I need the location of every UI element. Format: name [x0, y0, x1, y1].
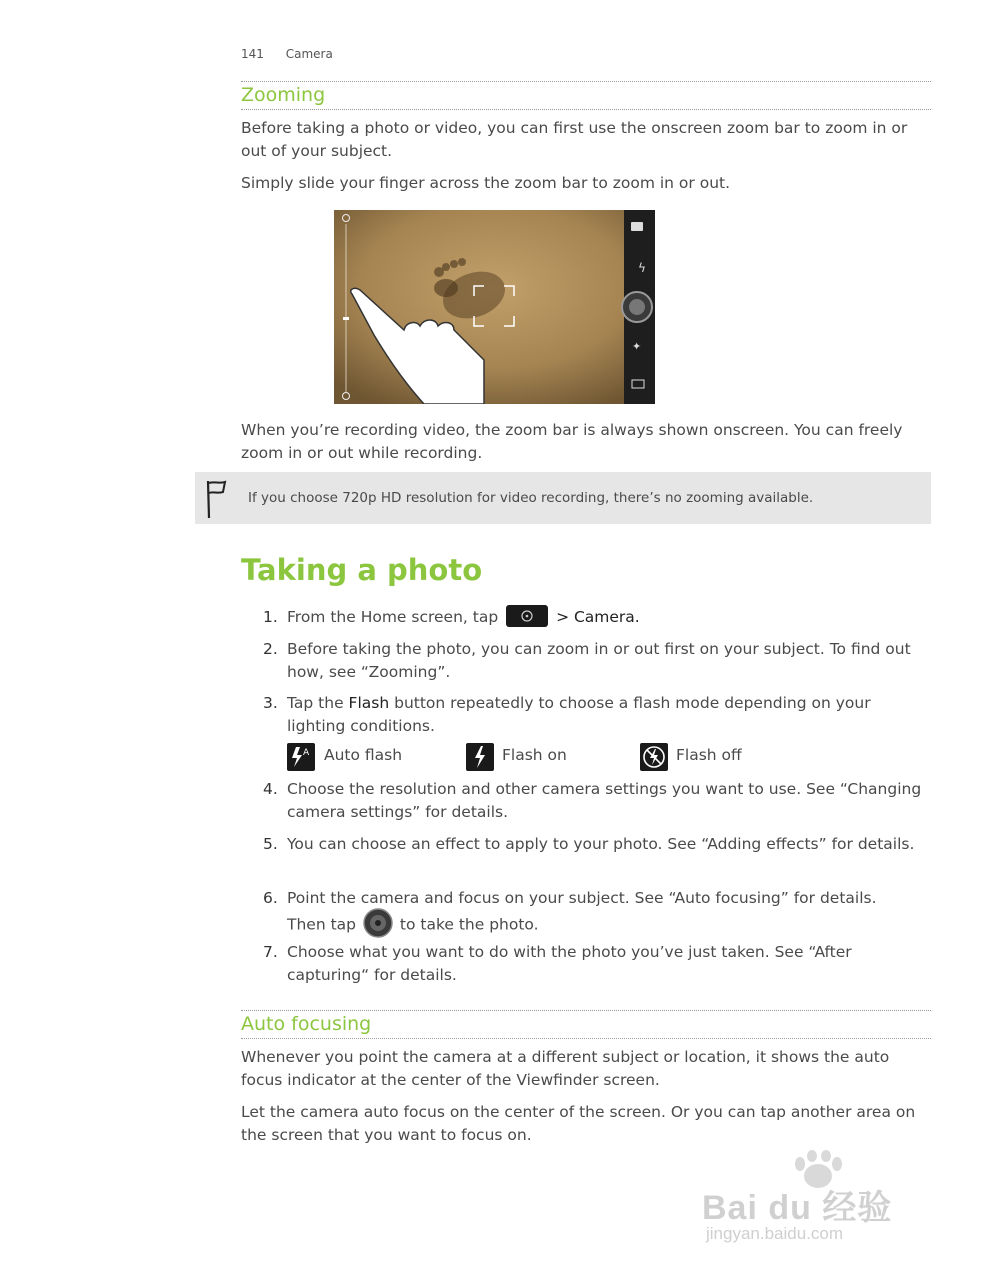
step-number: 6. [263, 889, 278, 907]
flash-off-label: Flash off [676, 746, 742, 764]
flash-off-icon [640, 743, 668, 771]
step-number: 1. [263, 608, 278, 626]
step-number: 5. [263, 835, 278, 853]
step-1 [263, 606, 933, 629]
step-text: button repeatedly to choose a flash mode depending on your lighting conditions. [287, 694, 871, 735]
step-7 [263, 941, 933, 987]
all-apps-icon [506, 605, 548, 627]
step-text: Tap the [287, 694, 344, 712]
flash-on-icon [466, 743, 494, 771]
watermark-url: jingyan.baidu.com [706, 1224, 844, 1243]
flash-on-label: Flash on [502, 746, 567, 764]
step-5 [263, 833, 933, 856]
step-text: Point the camera and focus on your subject. See “Auto focusing” for details. [287, 889, 877, 907]
zooming-paragraph-2: Simply slide your finger across the zoom bar to zoom in or out. [241, 174, 731, 192]
page-header [241, 47, 333, 61]
note-text: If you choose 720p HD resolution for video recording, there’s no zooming available. [248, 490, 814, 506]
page-number: 141 [241, 47, 264, 61]
step-number: 2. [263, 640, 278, 658]
auto-flash-icon [287, 743, 315, 771]
step-number: 3. [263, 694, 278, 712]
section-divider [241, 1010, 931, 1011]
section-divider [241, 81, 931, 82]
taking-photo-heading: Taking a photo [241, 553, 483, 587]
section-divider [241, 109, 931, 110]
step-text: to take the photo. [399, 915, 539, 934]
step-number: 4. [263, 780, 278, 798]
flag-icon [203, 478, 229, 524]
svg-text:A: A [303, 748, 310, 758]
auto-flash-label: Auto flash [324, 746, 403, 764]
step-text: Choose what you want to do with the photo you’ve just taken. See “After capturing“ for details. [287, 943, 852, 984]
step-text: > Camera. [556, 608, 640, 626]
step-6 [263, 887, 933, 940]
baidu-watermark [700, 1150, 940, 1250]
watermark-brand: Bai du 经验 [702, 1189, 893, 1227]
step-4 [263, 778, 933, 824]
auto-focusing-heading: Auto focusing [241, 1013, 372, 1035]
step-text: Before taking the photo, you can zoom in or out first on your subject. To find out how, see “Zooming”. [287, 640, 911, 681]
auto-focusing-paragraph-1: Whenever you point the camera at a different subject or location, it shows the auto focus indicator at the center of the Viewfinder screen. [241, 1048, 890, 1089]
zoom-screenshot-image [334, 210, 655, 404]
svg-text:ϟ: ϟ [638, 261, 646, 275]
auto-focusing-paragraph-2: Let the camera auto focus on the center of the screen. Or you can tap another area on the screen that you want to focus on. [241, 1103, 916, 1144]
step-text: From the Home screen, tap [287, 608, 499, 626]
step-3 [263, 692, 933, 738]
step-number: 7. [263, 943, 278, 961]
zooming-heading: Zooming [241, 84, 326, 106]
zooming-paragraph-1: Before taking a photo or video, you can first use the onscreen zoom bar to zoom in or out of your subject. [241, 119, 908, 160]
flash-term: Flash [348, 694, 390, 712]
step-text: You can choose an effect to apply to your photo. See “Adding effects” for details. [287, 835, 915, 853]
chapter-title: Camera [285, 47, 333, 61]
step-text: Then tap [287, 915, 356, 934]
shutter-icon [363, 908, 393, 938]
step-text: Choose the resolution and other camera settings you want to use. See “Changing camera settings” for details. [287, 780, 922, 821]
svg-text:✦: ✦ [632, 340, 642, 353]
section-divider [241, 1038, 931, 1039]
step-2 [263, 638, 933, 684]
zooming-paragraph-3: When you’re recording video, the zoom bar is always shown onscreen. You can freely zoom in or out while recording. [241, 421, 903, 462]
